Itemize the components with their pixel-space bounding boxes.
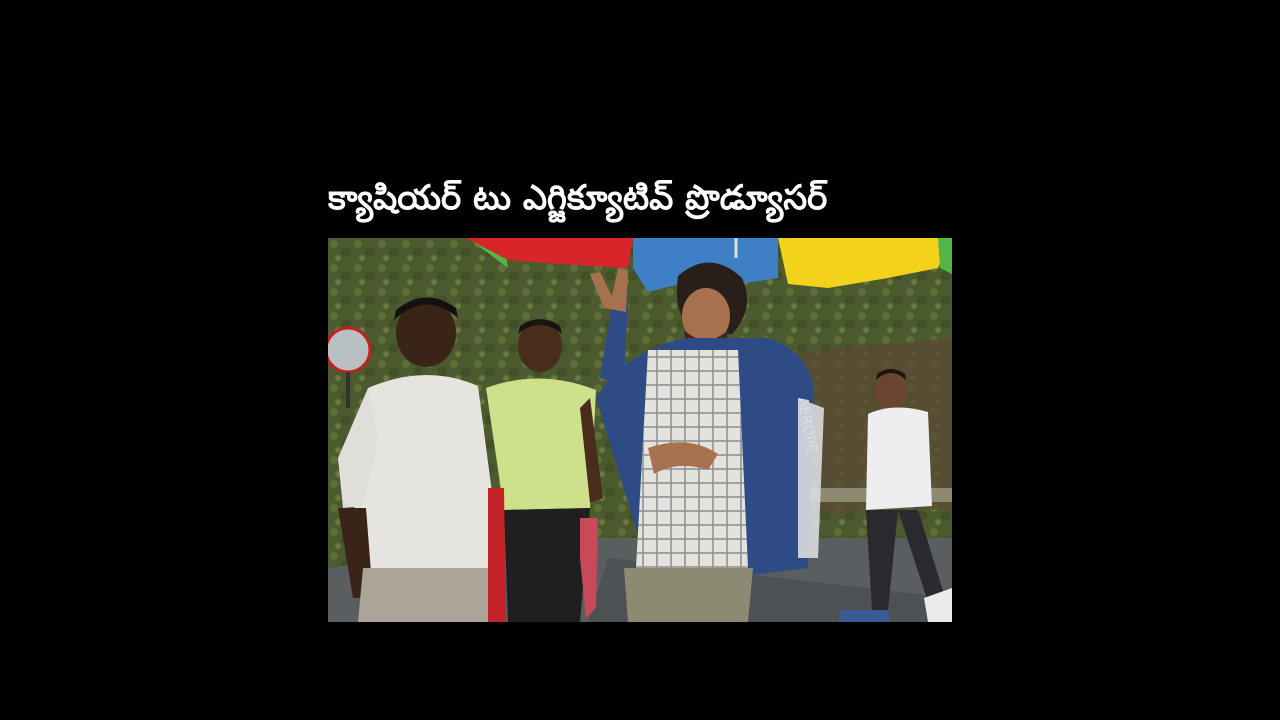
photo-illustration	[328, 238, 952, 622]
road-mirror	[328, 328, 370, 372]
news-photo	[328, 238, 952, 622]
folded-red-umbrella	[488, 488, 506, 622]
headline: క్యాషియర్ టు ఎగ్జిక్యూటివ్ ప్రొడ్యూసర్	[328, 178, 828, 218]
